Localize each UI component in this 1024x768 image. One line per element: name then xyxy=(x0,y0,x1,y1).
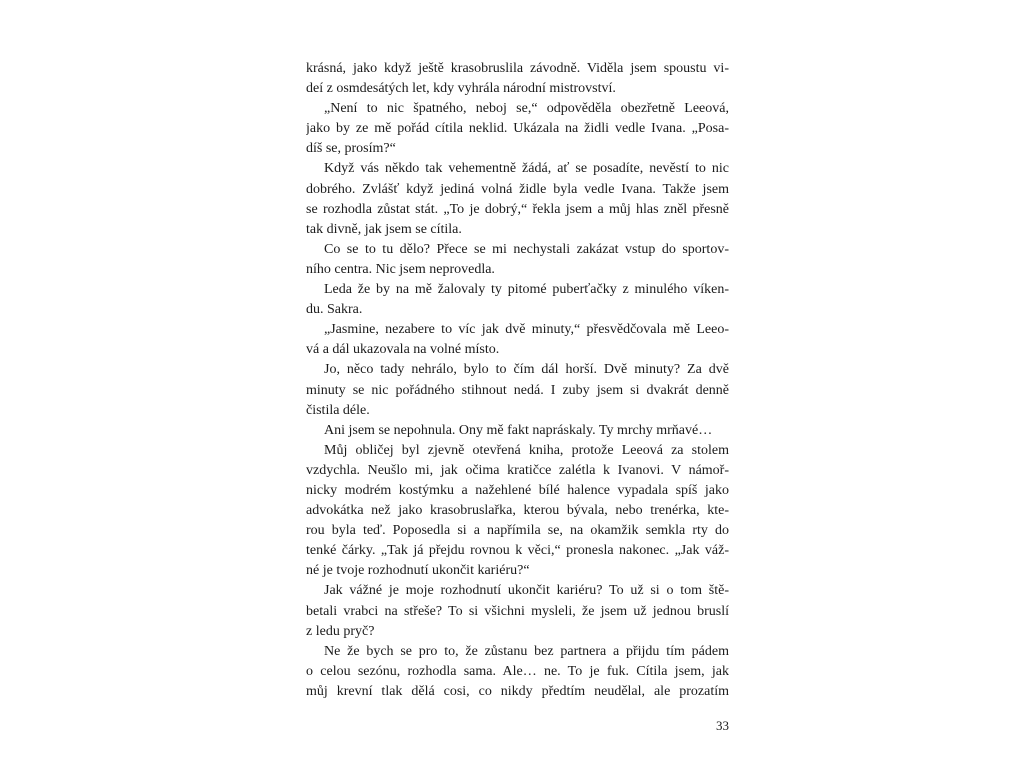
text-line: du. Sakra. xyxy=(306,302,363,318)
text-line: tak divně, jak jsem se cítila. xyxy=(306,221,462,237)
text-line: Ani jsem se nepohnula. Ony mě fakt napráskaly. Ty mrchy mrňavé… xyxy=(324,422,713,438)
text-line: „Jasmine, nezabere to víc jak dvě minuty,“ přesvědčovala mě Leeo- xyxy=(324,322,729,338)
text-line: betali vrabci na střeše? To si všichni mysleli, že jsem už jednou bruslí xyxy=(306,603,729,619)
text-line: rou byla teď. Poposedla si a napřímila se, na okamžik semkla rty do xyxy=(306,523,729,539)
text-line: „Není to nic špatného, neboj se,“ odpověděla obezřetně Leeová, xyxy=(324,101,729,117)
text-line: nicky modrém kostýmku a nažehlené bílé halence vypadala spíš jako xyxy=(306,482,729,498)
text-line: krásná, jako když ještě krasobruslila závodně. Viděla jsem spoustu vi- xyxy=(306,61,729,76)
body-text xyxy=(306,59,729,702)
text-line: Když vás někdo tak vehementně žádá, ať se posadíte, nevěstí to nic xyxy=(324,161,729,177)
text-line: minuty se nic pořádného stihnout nedá. I zuby jsem si dvakrát denně xyxy=(306,382,729,398)
text-line: Ne že bych se pro to, že zůstanu bez partnera a přijdu tím pádem xyxy=(324,643,729,659)
text-line: jako by ze mě pořád cítila neklid. Ukázala na židli vedle Ivana. „Posa- xyxy=(306,121,729,137)
text-line: deí z osmdesátých let, kdy vyhrála národní mistrovství. xyxy=(306,81,616,97)
text-line: díš se, prosím?“ xyxy=(306,141,396,157)
text-line: dobrého. Zvlášť když jediná volná židle byla vedle Ivana. Takže jsem xyxy=(306,181,729,197)
text-line: Jo, něco tady nehrálo, bylo to čím dál horší. Dvě minuty? Za dvě xyxy=(324,362,729,378)
text-line: můj krevní tlak dělá cosi, co nikdy předtím neudělal, ale prozatím xyxy=(306,683,729,699)
text-line: čistila déle. xyxy=(306,402,370,418)
text-line: Můj obličej byl zjevně otevřená kniha, protože Leeová za stolem xyxy=(324,442,729,458)
text-line: advokátka než jako krasobruslařka, kterou bývala, nebo trenérka, kte- xyxy=(306,503,729,519)
text-line: ního centra. Nic jsem neprovedla. xyxy=(306,261,495,277)
text-line: z ledu pryč? xyxy=(306,623,375,639)
text-line: se rozhodla zůstat stát. „To je dobrý,“ řekla jsem a můj hlas zněl přesně xyxy=(306,201,729,217)
page-number: 33 xyxy=(716,718,729,733)
text-line: vá a dál ukazovala na volné místo. xyxy=(306,342,500,358)
text-line: o celou sezónu, rozhodla sama. Ale… ne. To je fuk. Cítila jsem, jak xyxy=(306,663,729,679)
text-line: né je tvoje rozhodnutí ukončit kariéru?“ xyxy=(306,563,530,579)
text-line: Jak vážné je moje rozhodnutí ukončit kariéru? To už si o tom ště- xyxy=(324,583,729,599)
text-line: vzdychla. Neušlo mi, jak očima kratičce zalétla k Ivanovi. V námoř- xyxy=(306,462,729,478)
text-line: tenké čárky. „Tak já přejdu rovnou k věci,“ pronesla nakonec. „Jak váž- xyxy=(306,543,729,559)
text-line: Co se to tu dělo? Přece se mi nechystali zakázat vstup do sportov- xyxy=(324,241,729,257)
text-line: Leda že by na mě žalovaly ty pitomé puberťačky z minulého víken- xyxy=(324,282,729,298)
